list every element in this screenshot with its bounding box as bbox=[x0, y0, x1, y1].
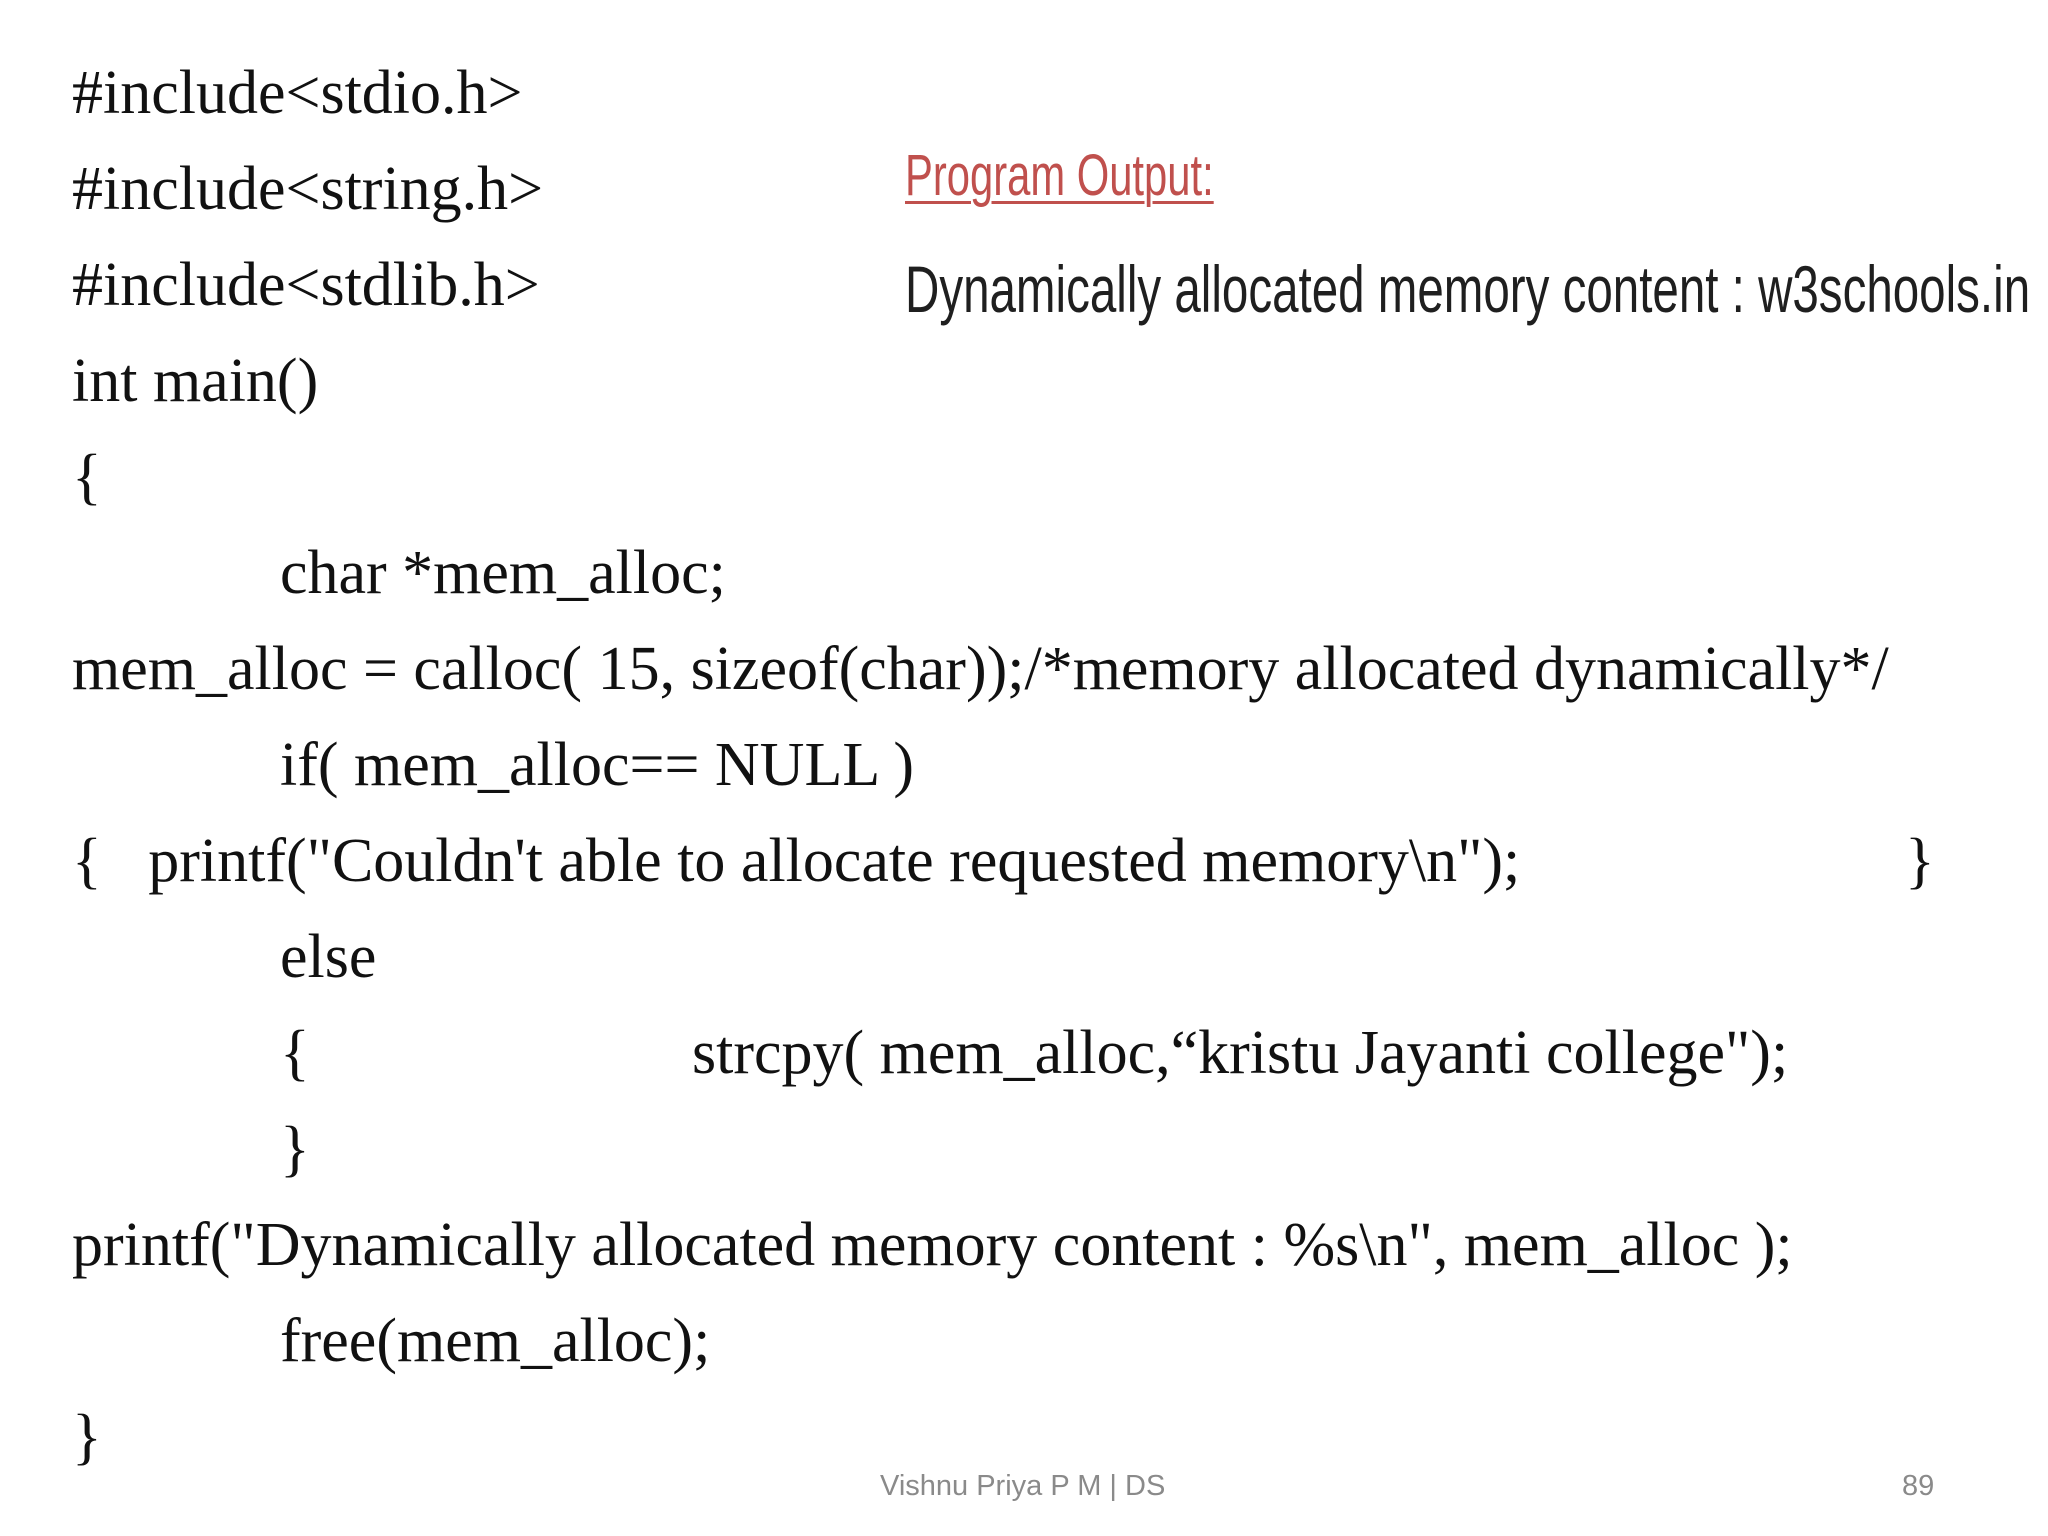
code-line-printf-error: { printf("Couldn't able to allocate requested memory\n"); bbox=[72, 827, 1521, 895]
code-line-printf-output: printf("Dynamically allocated memory content : %s\n", mem_alloc ); bbox=[72, 1211, 1793, 1279]
code-line-open-brace-else: { bbox=[280, 1019, 310, 1087]
code-line-else: else bbox=[280, 923, 377, 991]
code-line-open-brace: { bbox=[72, 443, 102, 511]
code-line-close-brace-if: } bbox=[1905, 827, 1935, 895]
code-line-include-stdio: #include<stdio.h> bbox=[72, 59, 523, 127]
code-line-strcpy: strcpy( mem_alloc,“kristu Jayanti college"); bbox=[692, 1019, 1789, 1087]
code-line-if-null: if( mem_alloc== NULL ) bbox=[280, 731, 915, 799]
program-output-text: Dynamically allocated memory content : w3schools.in bbox=[905, 252, 2031, 326]
slide-number: 89 bbox=[1902, 1470, 1935, 1502]
code-line-close-brace-main: } bbox=[72, 1403, 102, 1471]
code-line-close-brace-else: } bbox=[280, 1115, 310, 1183]
program-output-image bbox=[905, 142, 2030, 327]
code-line-declaration: char *mem_alloc; bbox=[280, 539, 726, 607]
code-line-calloc: mem_alloc = calloc( 15, sizeof(char));/*memory allocated dynamically*/ bbox=[72, 635, 1889, 703]
code-line-include-string: #include<string.h> bbox=[72, 155, 544, 223]
program-output-title: Program Output: bbox=[905, 143, 1214, 208]
footer-author: Vishnu Priya P M | DS bbox=[880, 1470, 1166, 1502]
code-line-include-stdlib: #include<stdlib.h> bbox=[72, 251, 540, 319]
code-line-main: int main() bbox=[72, 347, 319, 415]
code-line-free: free(mem_alloc); bbox=[280, 1307, 711, 1375]
